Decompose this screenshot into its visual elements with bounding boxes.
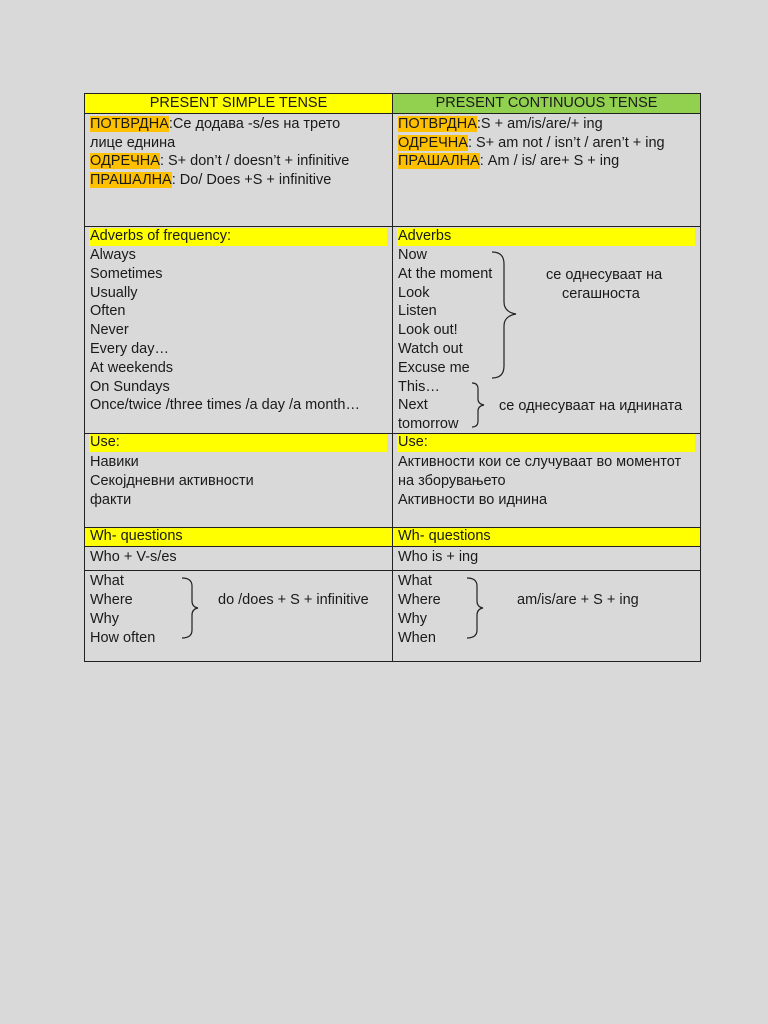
- adverbs-continuous-title-text: Adverbs: [398, 228, 452, 244]
- label-affirmative: ПОТВРДНА: [90, 116, 169, 132]
- rule-text: : S+ don’t / doesn’t + infinitive: [159, 153, 350, 169]
- adverb-item: Watch out: [398, 341, 463, 357]
- adverb-item: On Sundays: [90, 378, 170, 395]
- wh-word: Where: [90, 592, 133, 608]
- rule-text: : Am / is/ are+ S + ing: [479, 153, 620, 169]
- use-simple-title: [89, 434, 387, 452]
- adverb-item: Look: [398, 284, 430, 301]
- adverb-item: tomorrow: [398, 416, 459, 433]
- wh-simple-title-text: Wh- questions: [90, 528, 183, 544]
- use-item: Активности кои се случуваат во моментот: [398, 454, 682, 470]
- continuous-affirmative: [398, 115, 603, 133]
- simple-affirmative: [90, 115, 340, 133]
- wh-simple-title: [85, 528, 392, 546]
- adverb-item: Usually: [90, 284, 138, 301]
- future-note: се однесуваат на иднината: [499, 398, 683, 414]
- use-item: Секојдневни активности: [90, 473, 254, 489]
- rule-text: : S+ am not / isn’t / aren’t + ing: [467, 135, 665, 151]
- wh-word: Where: [398, 592, 441, 608]
- tenses-table: [84, 93, 701, 662]
- adverbs-simple-title: [89, 228, 387, 246]
- adverb-item: Always: [90, 247, 136, 263]
- use-continuous-title: [397, 434, 695, 452]
- label-affirmative: ПОТВРДНА: [398, 116, 477, 132]
- use-item: Навики: [90, 454, 139, 470]
- wh-word: What: [398, 573, 432, 589]
- row-divider: [85, 570, 700, 571]
- present-note-line2: сегашноста: [562, 286, 640, 302]
- wh-continuous-title-text: Wh- questions: [398, 528, 491, 544]
- label-question: ПРАШАЛНА: [90, 172, 172, 188]
- wh-word: When: [398, 630, 436, 646]
- simple-question: [90, 171, 331, 189]
- brace-wh-continuous: [465, 576, 487, 640]
- label-question: ПРАШАЛНА: [398, 153, 480, 169]
- adverb-item: Never: [90, 322, 129, 339]
- simple-who-rule: Who + V-s/es: [90, 549, 177, 565]
- adverbs-simple-title-text: Adverbs of frequency:: [90, 228, 232, 244]
- adverb-item: Once/twice /three times /a day /a month…: [90, 397, 360, 414]
- adverb-item: At weekends: [90, 359, 174, 376]
- header-present-continuous: PRESENT CONTINUOUS TENSE: [393, 94, 700, 113]
- adverb-item: Look out!: [398, 322, 458, 339]
- adverb-item: Often: [90, 303, 126, 320]
- adverb-item: This…: [398, 378, 440, 395]
- label-negative: ОДРЕЧНА: [398, 135, 468, 151]
- row-divider: [85, 113, 700, 114]
- adverb-item: At the moment: [398, 265, 493, 282]
- wh-continuous-title: [393, 528, 700, 546]
- adverbs-continuous-title: [397, 228, 695, 246]
- adverb-item: Excuse me: [398, 359, 470, 376]
- brace-future: [470, 381, 490, 429]
- continuous-question: [398, 152, 619, 170]
- present-note-line1: се однесуваат на: [546, 267, 663, 283]
- rule-text: :S + am/is/are/+ ing: [476, 116, 603, 132]
- simple-affirmative-cont: лице еднина: [90, 135, 176, 151]
- adverb-item: Now: [398, 247, 428, 263]
- use-simple-title-text: Use:: [90, 434, 120, 450]
- rule-text: : Do/ Does +S + infinitive: [171, 172, 332, 188]
- simple-negative: [90, 152, 349, 170]
- wh-word: What: [90, 573, 124, 589]
- use-item: на зборувањето: [398, 473, 506, 489]
- adverb-item: Every day…: [90, 341, 169, 357]
- header-present-simple: PRESENT SIMPLE TENSE: [85, 94, 392, 113]
- row-divider: [85, 546, 700, 547]
- wh-word: Why: [398, 611, 427, 627]
- continuous-who-rule: Who is + ing: [398, 549, 479, 565]
- rule-text: :Се додава -s/es на трето: [168, 116, 341, 132]
- use-continuous-title-text: Use:: [398, 434, 428, 450]
- continuous-negative: [398, 134, 665, 152]
- adverb-item: Next: [398, 397, 428, 414]
- wh-word: Why: [90, 611, 119, 627]
- wh-word: How often: [90, 630, 156, 646]
- brace-wh-simple: [180, 576, 202, 640]
- brace-present: [490, 250, 530, 380]
- label-negative: ОДРЕЧНА: [90, 153, 160, 169]
- adverb-item: Sometimes: [90, 265, 163, 282]
- wh-simple-formula: do /does + S + infinitive: [218, 592, 369, 608]
- use-item: факти: [90, 492, 132, 508]
- adverb-item: Listen: [398, 303, 437, 320]
- row-divider: [85, 226, 700, 227]
- wh-continuous-formula: am/is/are + S + ing: [517, 592, 639, 608]
- column-divider: [392, 94, 393, 661]
- use-item: Активности во иднина: [398, 492, 548, 508]
